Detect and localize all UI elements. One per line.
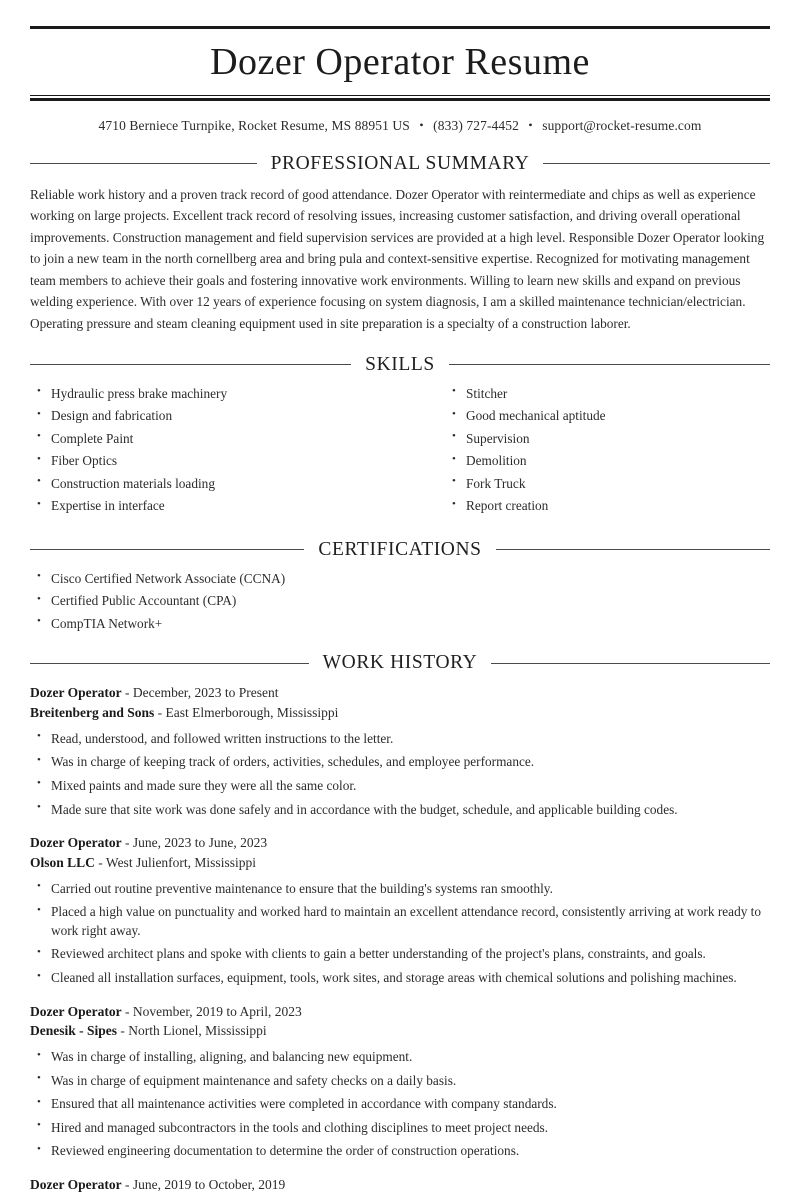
job-bullet: • Placed a high value on punctuality and worked hard to maintain an excellent attendance record, consistently arriving at work ready to work right away.	[30, 903, 770, 940]
job-bullet: • Reviewed architect plans and spoke with clients to gain a better understanding of the project's plans, constraints, and goals.	[30, 945, 770, 964]
job-bullet: • Made sure that site work was done safely and in accordance with the budget, schedule, and applicable building codes.	[30, 801, 770, 820]
job-company-line	[30, 1021, 770, 1041]
contact-line	[30, 101, 770, 134]
job-title-line	[30, 683, 770, 703]
section-title-certifications: CERTIFICATIONS	[318, 538, 482, 560]
job-location: - North Lionel, Mississippi	[117, 1023, 267, 1039]
skills-list-left	[30, 385, 400, 516]
contact-separator-2: •	[528, 117, 533, 132]
skill-item: • Construction materials loading	[30, 475, 400, 493]
work-history-entry	[30, 1002, 770, 1161]
job-company: Breitenberg and Sons	[30, 705, 155, 721]
certification-item: • Cisco Certified Network Associate (CCNA)	[30, 570, 770, 588]
contact-phone[interactable]: (833) 727-4452	[433, 117, 519, 133]
job-bullet: • Carried out routine preventive maintenance to ensure that the building's systems ran smoothly.	[30, 880, 770, 899]
job-title: Dozer Operator	[30, 1177, 122, 1193]
summary-text: Reliable work history and a proven track record of good attendance. Dozer Operator with reintermediate and chips as well as experience working on large projects. Excellent track record of resolving issues, increasing customer satisfaction, and driving overall operational improvements. Construction management and field supervision services are provided at a high level. Responsible Dozer Operator looking to join a new team in the north cornellberg area and bring pula and context-sensitive expertise. Recognized for motivating management team members to achieve their goals and fostering innovative work environments. Willing to learn new skills and expand on previous welding experience. With over 12 years of experience focusing on system diagnosis, I am a skilled maintenance technician/electrician. Operating pressure and steam cleaning equipment used in site preparation is a specialty of a construction laborer.	[30, 186, 765, 331]
job-location: - West Julienfort, Mississippi	[94, 854, 256, 870]
job-title: Dozer Operator	[30, 1003, 122, 1019]
job-bullet: • Cleaned all installation surfaces, equipment, tools, work sites, and storage areas with chemical solutions and polishing machines.	[30, 969, 770, 988]
skill-item: • Demolition	[445, 452, 770, 470]
job-title-line	[30, 833, 770, 853]
job-dates: - November, 2019 to April, 2023	[121, 1003, 302, 1019]
contact-email[interactable]: support@rocket-resume.com	[542, 117, 702, 133]
section-header-summary	[30, 153, 770, 175]
job-company-line	[30, 703, 770, 723]
work-history-entry	[30, 833, 770, 987]
job-bullet: • Mixed paints and made sure they were all the same color.	[30, 777, 770, 796]
section-header-work-history	[30, 652, 770, 674]
contact-separator-1: •	[419, 117, 424, 132]
section-rule-right	[543, 163, 770, 164]
job-bullet: • Hired and managed subcontractors in the tools and clothing disciplines to meet project needs.	[30, 1119, 770, 1138]
section-title-work-history: WORK HISTORY	[322, 652, 478, 674]
skill-item: • Stitcher	[445, 385, 770, 403]
section-title-skills: SKILLS	[365, 353, 435, 375]
skills-list-right	[445, 385, 770, 516]
section-rule-right	[449, 364, 770, 365]
section-rule-left	[30, 663, 309, 664]
section-rule-left	[30, 364, 351, 365]
work-history-entry	[30, 683, 770, 819]
skill-item: • Fiber Optics	[30, 452, 400, 470]
job-dates: - June, 2019 to October, 2019	[121, 1177, 286, 1193]
work-history-entry	[30, 1175, 770, 1195]
section-header-certifications	[30, 539, 770, 561]
job-bullet: • Was in charge of equipment maintenance and safety checks on a daily basis.	[30, 1072, 770, 1091]
skill-item: • Supervision	[445, 430, 770, 448]
job-title: Dozer Operator	[30, 835, 122, 851]
skill-item: • Design and fabrication	[30, 407, 400, 425]
job-company: Olson LLC	[30, 854, 95, 870]
job-title-line	[30, 1175, 770, 1195]
job-dates: - December, 2023 to Present	[121, 685, 279, 701]
certification-item: • Certified Public Accountant (CPA)	[30, 592, 770, 610]
job-location: - East Elmerborough, Mississippi	[154, 705, 339, 721]
certification-item: • CompTIA Network+	[30, 615, 770, 633]
job-title-line	[30, 1002, 770, 1022]
skill-item: • Good mechanical aptitude	[445, 407, 770, 425]
job-bullet-list	[30, 1048, 770, 1161]
page-title: Dozer Operator Resume	[210, 41, 590, 83]
job-bullet: • Read, understood, and followed written instructions to the letter.	[30, 730, 770, 749]
certifications-list	[30, 570, 770, 634]
job-bullet-list	[30, 730, 770, 819]
skill-item: • Expertise in interface	[30, 497, 400, 515]
section-rule-left	[30, 549, 304, 550]
skill-item: • Hydraulic press brake machinery	[30, 385, 400, 403]
resume-page	[0, 26, 800, 1193]
section-rule-right	[491, 663, 770, 664]
job-bullet: • Was in charge of keeping track of orders, activities, schedules, and employee performance.	[30, 753, 770, 772]
skills-column-left	[30, 385, 400, 520]
section-rule-right	[496, 549, 770, 550]
job-bullet-list	[30, 880, 770, 988]
job-company: Denesik - Sipes	[30, 1023, 118, 1039]
job-bullet: • Reviewed engineering documentation to determine the order of construction operations.	[30, 1142, 770, 1161]
section-title-summary: PROFESSIONAL SUMMARY	[270, 152, 530, 174]
contact-address: 4710 Berniece Turnpike, Rocket Resume, MS 88951 US	[98, 117, 410, 133]
skill-item: • Complete Paint	[30, 430, 400, 448]
section-header-skills	[30, 354, 770, 376]
job-dates: - June, 2023 to June, 2023	[121, 835, 268, 851]
section-rule-left	[30, 163, 257, 164]
job-title: Dozer Operator	[30, 685, 122, 701]
skills-column-right	[400, 385, 770, 520]
skill-item: • Fork Truck	[445, 475, 770, 493]
job-bullet: • Ensured that all maintenance activities were completed in accordance with company standards.	[30, 1095, 770, 1114]
work-history-list	[30, 683, 770, 1194]
job-bullet: • Was in charge of installing, aligning, and balancing new equipment.	[30, 1048, 770, 1067]
skills-columns	[30, 385, 770, 520]
job-company-line	[30, 853, 770, 873]
skill-item: • Report creation	[445, 497, 770, 515]
